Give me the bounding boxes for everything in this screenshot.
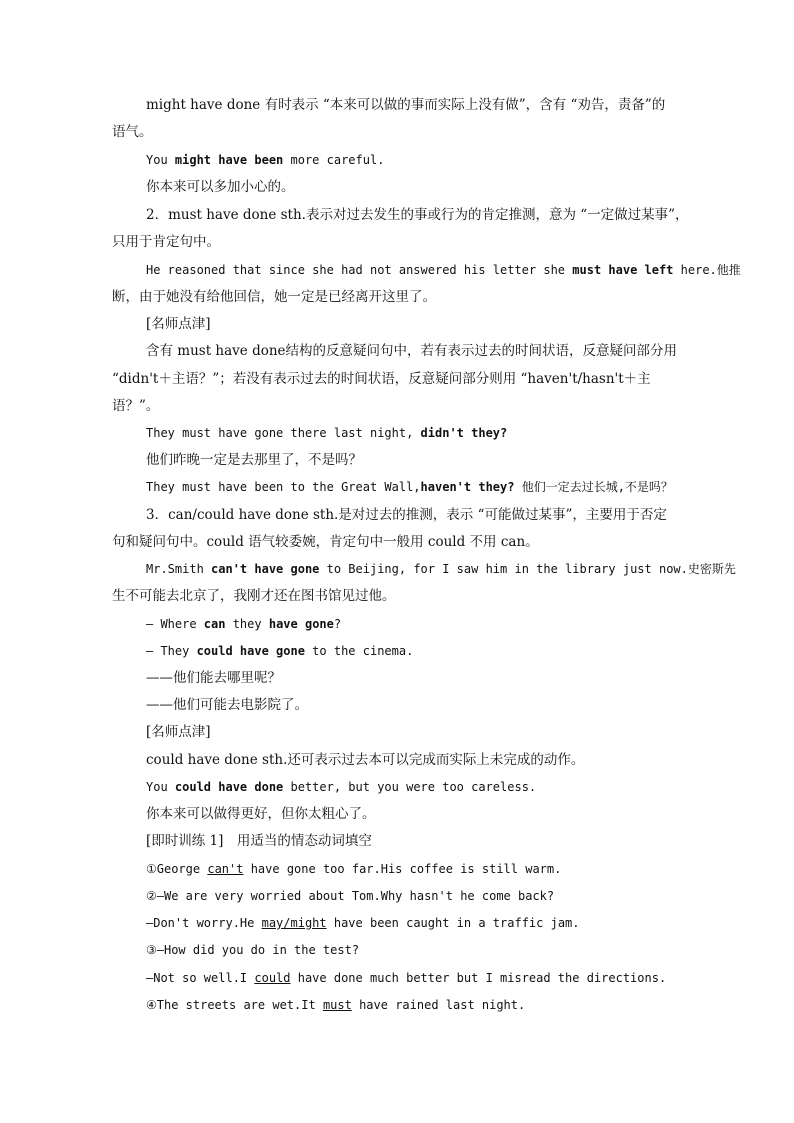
text-segment: to Beijing, for I saw him in the library just now.史密斯先	[319, 562, 736, 576]
emphasis-text: have gone	[268, 617, 334, 631]
text-segment: here.他推	[673, 263, 741, 277]
emphasis-text: could have done	[174, 780, 284, 794]
text-segment: ②—We are very worried about Tom.Why hasn't he come back?	[146, 889, 555, 903]
translation-line	[146, 450, 362, 470]
text-segment: You	[146, 153, 175, 167]
text-segment: ——他们可能去电影院了。	[146, 697, 308, 713]
exercise-heading	[146, 831, 372, 851]
section-heading	[146, 505, 667, 525]
text-segment: They must have been to the Great Wall,	[146, 480, 421, 494]
text-segment: 2．must have done sth.表示对过去发生的事或行为的肯定推测，意为 “一定做过某事”，	[146, 207, 689, 223]
emphasis-text: can't have gone	[211, 562, 320, 576]
exercise-item	[146, 995, 525, 1015]
text-segment: ——他们能去哪里呢？	[146, 670, 281, 686]
text-segment: have done much better but I misread the directions.	[290, 971, 667, 985]
text-line	[112, 532, 539, 552]
translation-line	[146, 695, 308, 715]
text-segment: 他们昨晚一定是去那里了，不是吗？	[146, 452, 362, 468]
text-segment: to the cinema.	[304, 644, 414, 658]
text-segment: “didn't＋主语？”；若没有表示过去的时间状语，反意疑问部分则用 “haven't/hasn't＋主	[112, 371, 651, 387]
text-segment: ?	[333, 617, 342, 631]
example-sentence	[146, 477, 673, 497]
text-segment: They must have gone there last night,	[146, 426, 421, 440]
text-segment: ①George	[146, 862, 208, 876]
dialogue-line	[146, 641, 413, 661]
emphasis-text: didn't they?	[420, 426, 508, 440]
text-segment: 你本来可以多加小心的。	[146, 179, 295, 195]
section-heading	[146, 205, 689, 225]
emphasis-text: might have been	[174, 153, 284, 167]
exercise-item	[146, 968, 666, 988]
text-segment: ③—How did you do in the test?	[146, 943, 360, 957]
emphasis-text: haven't they?	[420, 480, 515, 494]
text-segment: 你本来可以做得更好，但你太粗心了。	[146, 806, 376, 822]
text-segment: have rained last night.	[351, 998, 526, 1012]
translation-line	[146, 668, 281, 688]
tip-heading	[146, 722, 211, 742]
text-segment: He reasoned that since she had not answered his letter she	[146, 263, 573, 277]
example-sentence	[146, 423, 507, 443]
text-line	[112, 232, 220, 252]
text-segment: 断，由于她没有给他回信，她一定是已经离开这里了。	[112, 289, 436, 305]
emphasis-text: must have left	[572, 263, 674, 277]
text-line	[146, 341, 677, 361]
text-segment: [即时训练 1] 用适当的情态动词填空	[146, 833, 372, 849]
text-segment: they	[225, 617, 269, 631]
text-line	[112, 369, 651, 389]
emphasis-text: could have gone	[196, 644, 305, 658]
exercise-item	[146, 859, 561, 879]
answer-blank: may/might	[261, 916, 327, 930]
exercise-item	[146, 940, 359, 960]
example-sentence	[146, 260, 741, 280]
text-line	[112, 122, 153, 142]
text-segment: more careful.	[283, 153, 385, 167]
text-segment: 3．can/could have done sth.是对过去的推测，表示 “可能做过某事”，主要用于否定	[146, 507, 667, 523]
answer-blank: can't	[207, 862, 244, 876]
text-segment: —Not so well.I	[146, 971, 255, 985]
translation-line	[146, 804, 376, 824]
exercise-item	[146, 913, 580, 933]
text-segment: 只用于肯定句中。	[112, 234, 220, 250]
text-segment: have been caught in a traffic jam.	[326, 916, 580, 930]
example-sentence	[146, 559, 736, 579]
text-segment: better, but you were too careless.	[283, 780, 537, 794]
answer-blank: must	[322, 998, 352, 1012]
text-segment: have gone too far.His coffee is still warm.	[243, 862, 562, 876]
text-segment: [名师点津]	[146, 316, 211, 332]
text-segment: 生不可能去北京了，我刚才还在图书馆见过他。	[112, 588, 396, 604]
text-segment: [名师点津]	[146, 724, 211, 740]
text-segment: — They	[146, 644, 197, 658]
text-segment: 语？”。	[112, 398, 160, 414]
tip-heading	[146, 314, 211, 334]
translation-line	[112, 287, 436, 307]
text-line	[146, 95, 665, 115]
text-segment: 他们一定去过长城,不是吗？	[514, 480, 673, 494]
text-segment: could have done sth.还可表示过去本可以完成而实际上未完成的动作。	[146, 752, 585, 768]
text-segment: might have done 有时表示 “本来可以做的事而实际上没有做”，含有 “劝告，责备”的	[146, 97, 666, 113]
answer-blank: could	[254, 971, 291, 985]
dialogue-line	[146, 614, 341, 634]
example-sentence	[146, 150, 384, 170]
text-segment: 语气。	[112, 124, 153, 140]
text-segment: Mr.Smith	[146, 562, 212, 576]
text-segment: — Where	[146, 617, 204, 631]
text-line	[112, 396, 159, 416]
text-segment: 句和疑问句中。could 语气较委婉，肯定句中一般用 could 不用 can。	[112, 534, 539, 550]
text-segment: 含有 must have done结构的反意疑问句中，若有表示过去的时间状语，反意疑问部分用	[146, 343, 678, 359]
text-segment: You	[146, 780, 175, 794]
example-sentence	[146, 777, 536, 797]
text-segment: —Don't worry.He	[146, 916, 262, 930]
emphasis-text: can	[203, 617, 226, 631]
translation-line	[146, 177, 295, 197]
text-line	[146, 750, 584, 770]
translation-line	[112, 586, 396, 606]
text-segment: ④The streets are wet.It	[146, 998, 323, 1012]
exercise-item	[146, 886, 554, 906]
